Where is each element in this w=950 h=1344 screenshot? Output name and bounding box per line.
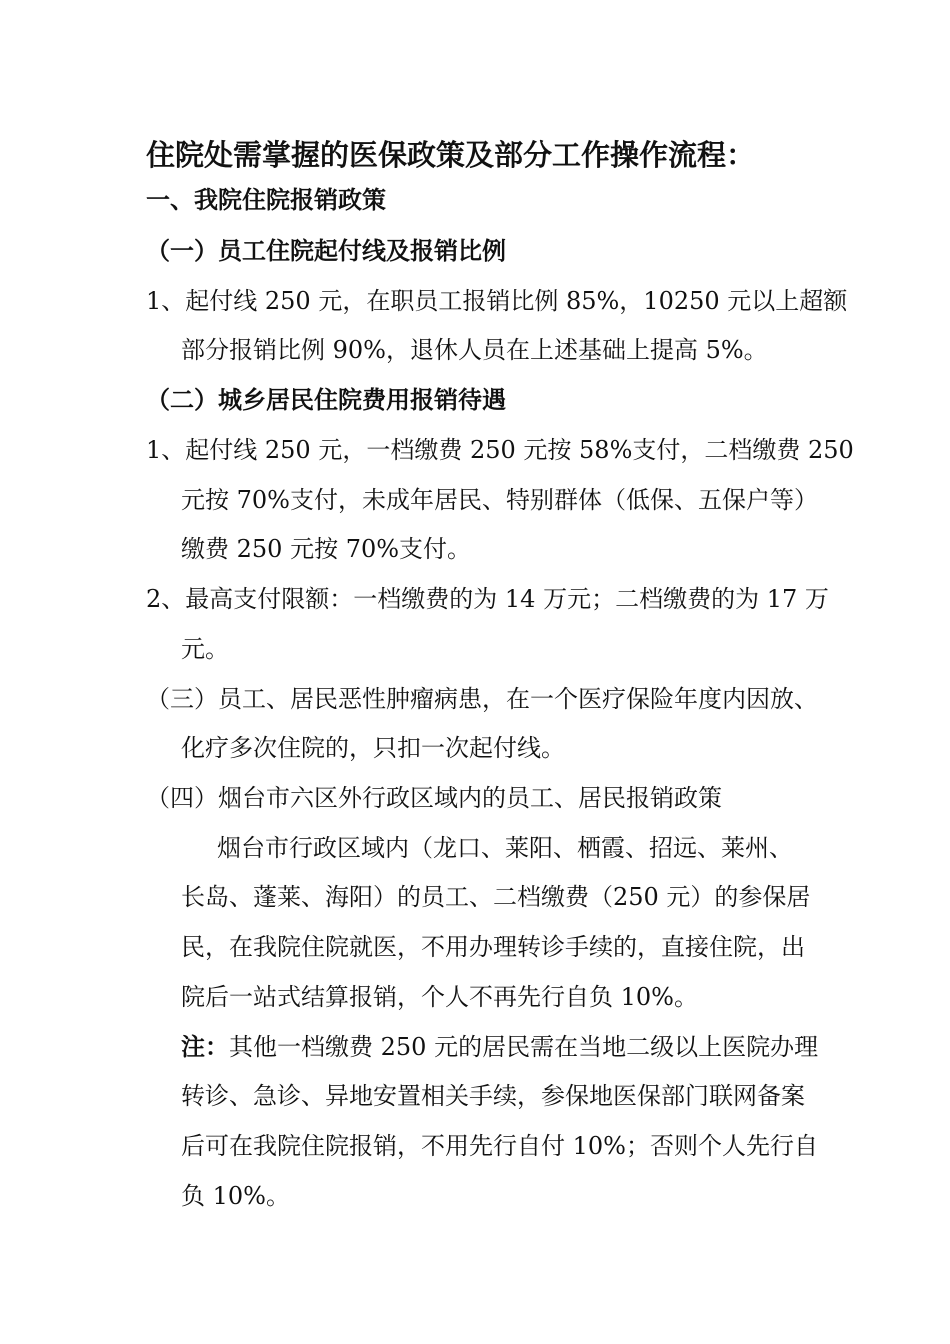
note-label: 注：: [181, 1032, 229, 1061]
paragraph-line: 缴费 250 元按 70%支付。: [181, 535, 472, 563]
paragraph-line: 部分报销比例 90%，退休人员在上述基础上提高 5%。: [181, 336, 768, 364]
paragraph-line: 元按 70%支付，未成年居民、特别群体（低保、五保户等）: [181, 486, 818, 514]
paragraph-line: 化疗多次住院的，只扣一次起付线。: [181, 734, 565, 762]
paragraph-line: 长岛、蓬莱、海阳）的员工、二档缴费（250 元）的参保居: [181, 883, 811, 911]
note-line: [181, 1032, 818, 1062]
paragraph-line: 院后一站式结算报销，个人不再先行自负 10%。: [181, 983, 698, 1011]
paragraph-line: 1、起付线 250 元，在职员工报销比例 85%，10250 元以上超额: [146, 287, 848, 315]
subsection-heading-2: （二）城乡居民住院费用报销待遇: [146, 385, 506, 414]
note-text: 其他一档缴费 250 元的居民需在当地二级以上医院办理: [229, 1033, 819, 1061]
document-title: 住院处需掌握的医保政策及部分工作操作流程：: [146, 138, 756, 172]
paragraph-line: 转诊、急诊、异地安置相关手续，参保地医保部门联网备案: [181, 1082, 805, 1110]
paragraph-line: 民，在我院住院就医，不用办理转诊手续的，直接住院，出: [181, 933, 805, 961]
subsection-heading-1: （一）员工住院起付线及报销比例: [146, 236, 506, 265]
paragraph-line: 1、起付线 250 元，一档缴费 250 元按 58%支付，二档缴费 250: [146, 436, 854, 464]
paragraph-line: 负 10%。: [181, 1182, 290, 1210]
paragraph-line: 烟台市行政区域内（龙口、莱阳、栖霞、招远、莱州、: [217, 834, 793, 862]
paragraph-line: （三）员工、居民恶性肿瘤病患，在一个医疗保险年度内因放、: [146, 685, 818, 713]
paragraph-line: 后可在我院住院报销，不用先行自付 10%；否则个人先行自: [181, 1132, 818, 1160]
paragraph-line: 2、最高支付限额：一档缴费的为 14 万元；二档缴费的为 17 万: [146, 585, 829, 613]
paragraph-line: 元。: [181, 635, 229, 663]
subsection-heading-4: （四）烟台市六区外行政区域内的员工、居民报销政策: [146, 784, 722, 812]
section-heading-1: 一、我院住院报销政策: [146, 185, 386, 214]
